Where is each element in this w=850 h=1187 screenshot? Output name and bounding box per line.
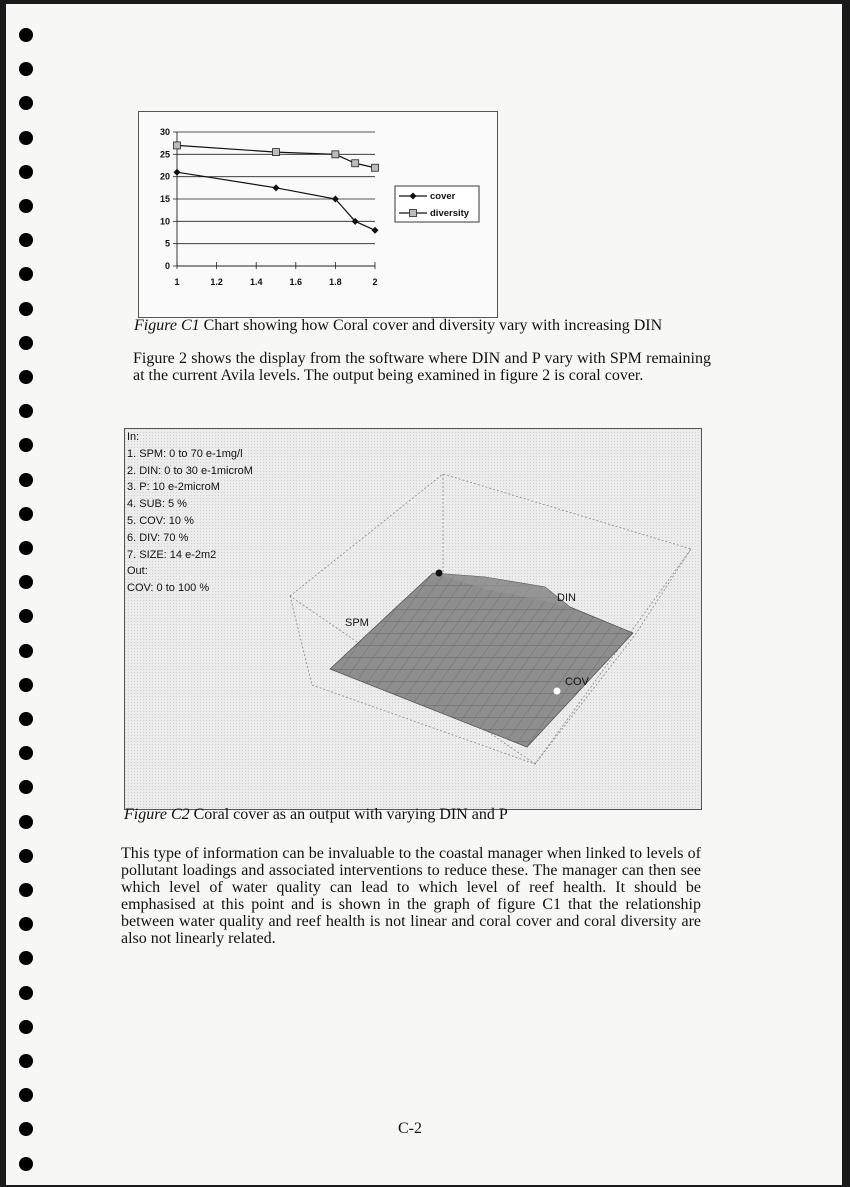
- legend-label-diversity: diversity: [430, 208, 470, 219]
- parameter-list: [127, 429, 253, 597]
- page-number: C-2: [398, 1120, 422, 1137]
- data-point-diversity: [273, 149, 280, 156]
- x-tick-label: 1.4: [249, 277, 263, 287]
- binder-hole: [19, 883, 33, 897]
- binder-hole: [19, 131, 33, 145]
- binder-hole: [19, 1054, 33, 1068]
- parameter-line: In:: [127, 431, 140, 443]
- parameter-line: 5. COV: 10 %: [127, 514, 194, 527]
- parameter-line: 6. DIV: 70 %: [127, 531, 189, 544]
- parameter-line: 2. DIN: 0 to 30 e-1microM: [127, 464, 253, 477]
- intro-paragraph: Figure 2 shows the display from the software where DIN and P vary with SPM remaining at the current Avila levels. The output being examined in figure 2 is coral cover.: [133, 350, 711, 384]
- binder-hole: [19, 849, 33, 863]
- parameter-line: 7. SIZE: 14 e-2m2: [127, 548, 217, 561]
- y-tick-label: 0: [164, 261, 170, 271]
- data-point-diversity: [174, 142, 181, 149]
- binder-hole: [19, 165, 33, 179]
- legend-label-cover: cover: [430, 191, 456, 202]
- y-tick-label: 10: [159, 216, 170, 227]
- binder-hole: [19, 473, 33, 487]
- binder-hole: [19, 1020, 33, 1034]
- binder-hole: [19, 678, 33, 692]
- caption-text: Chart showing how Coral cover and diversity vary with increasing DIN: [199, 317, 663, 334]
- y-tick-label: 15: [159, 194, 170, 204]
- binder-hole: [19, 370, 33, 384]
- data-point-diversity: [352, 160, 359, 167]
- binder-hole: [19, 815, 33, 829]
- x-tick-label: 1.8: [329, 277, 342, 287]
- data-point-cover: [273, 184, 280, 191]
- caption-label: Figure C2: [124, 806, 190, 823]
- parameter-line: Out:: [127, 565, 148, 578]
- binder-hole: [19, 712, 33, 726]
- y-tick-label: 30: [159, 127, 170, 137]
- binder-hole: [19, 507, 33, 521]
- parameter-line: 3. P: 10 e-2microM: [127, 481, 220, 494]
- cov-axis-label: COV: [565, 676, 589, 688]
- data-point-diversity: [372, 164, 379, 171]
- din-marker: [436, 570, 443, 577]
- body-paragraph: This type of information can be invaluable to the coastal manager when linked to levels of pollutant loadings and associated interventions to reduce these. The manager can then see which level of water quality can lead to which level of reef health. It should be emphasised at this point and is shown in the graph of figure C1 that the relationship between water quality and reef health is not linear and coral cover and coral diversity are also not linearly related.: [121, 845, 701, 947]
- y-tick-label: 25: [159, 149, 170, 160]
- caption-text: Coral cover as an output with varying DIN and P: [189, 806, 508, 823]
- x-tick-label: 1.2: [210, 277, 223, 287]
- legend-marker: [410, 210, 417, 217]
- binder-hole: [19, 302, 33, 316]
- x-tick-label: 2: [372, 277, 378, 287]
- parameter-line: COV: 0 to 100 %: [127, 582, 210, 595]
- parameter-line: 4. SUB: 5 %: [127, 498, 187, 511]
- figure-c2-caption: [124, 806, 508, 824]
- line-chart: [139, 112, 497, 317]
- binder-hole: [19, 1157, 33, 1171]
- binder-hole: [19, 199, 33, 213]
- binder-hole: [19, 986, 33, 1000]
- figure-c2-panel: [124, 428, 702, 810]
- din-axis-label: DIN: [557, 592, 576, 604]
- x-tick-label: 1: [174, 277, 180, 287]
- y-tick-label: 20: [159, 171, 170, 182]
- parameter-line: 1. SPM: 0 to 70 e-1mg/l: [127, 447, 243, 460]
- data-point-cover: [372, 227, 379, 234]
- binder-hole: [19, 644, 33, 658]
- data-point-diversity: [332, 151, 339, 158]
- y-tick-label: 5: [164, 238, 170, 249]
- figure-c1-chart: [138, 111, 498, 318]
- x-tick-label: 1.6: [289, 277, 303, 287]
- caption-label: Figure C1: [134, 317, 200, 334]
- binder-hole: [19, 28, 33, 42]
- figure-c1-caption: [134, 317, 662, 335]
- binder-hole: [19, 336, 33, 350]
- binder-hole: [19, 541, 33, 555]
- data-point-cover: [174, 169, 181, 176]
- spm-axis-label: SPM: [345, 617, 369, 629]
- cov-marker: [554, 688, 561, 695]
